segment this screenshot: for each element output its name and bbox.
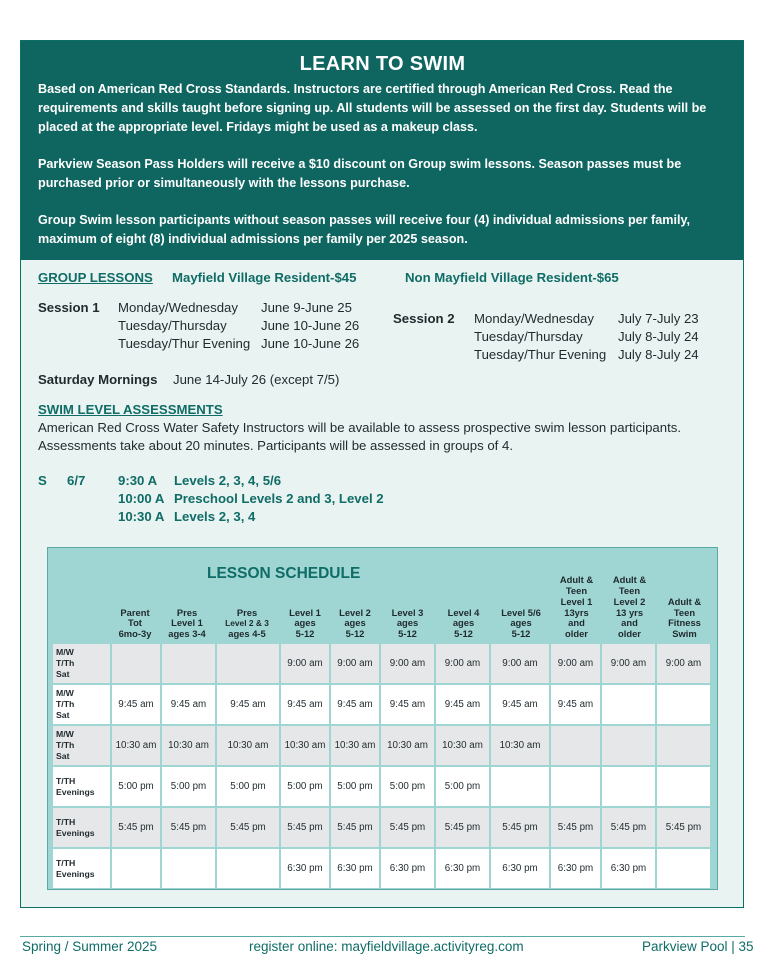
schedule-cell [217, 849, 279, 888]
column-header-line: ages 4-5 [228, 628, 266, 640]
schedule-cell [657, 685, 710, 724]
session-2-label: Session 2 [393, 311, 455, 326]
learn-to-swim-panel [20, 40, 744, 908]
column-header-line: Parent [120, 606, 150, 618]
schedule-cell: 6:30 pm [331, 849, 379, 888]
schedule-cell: 10:30 am [112, 726, 160, 765]
session-2-dates-3: July 8-July 24 [618, 347, 699, 362]
assessment-date: 6/7 [67, 473, 86, 488]
schedule-cell: 9:00 am [491, 644, 549, 683]
schedule-cell: 6:30 pm [491, 849, 549, 888]
session-1-dates-1: June 9-June 25 [261, 300, 352, 315]
schedule-cell: 5:45 pm [112, 808, 160, 847]
schedule-cell: 9:45 am [217, 685, 279, 724]
schedule-cell: 5:00 pm [281, 767, 329, 806]
schedule-cell [112, 644, 160, 683]
schedule-cell: 9:00 am [436, 644, 489, 683]
column-header-line: Adult & [559, 574, 594, 586]
schedule-cell: 5:45 pm [217, 808, 279, 847]
column-header-line: Level 4 [447, 606, 480, 618]
column-header-line: ages [510, 617, 532, 629]
schedule-cell: 10:30 am [217, 726, 279, 765]
column-header-line: 5-12 [345, 628, 365, 640]
column-header-line: Teen [673, 606, 696, 618]
assessment-day: S [38, 473, 47, 488]
column-header-6 [380, 608, 435, 640]
column-header-7 [436, 608, 491, 640]
schedule-cell [657, 767, 710, 806]
column-header-line: and [621, 617, 638, 629]
schedule-cell: 9:00 am [331, 644, 379, 683]
schedule-cell [162, 644, 215, 683]
column-header-line: Tot [128, 617, 142, 629]
schedule-cell: 10:30 am [436, 726, 489, 765]
footer-page-info: Parkview Pool | 35 [642, 939, 754, 954]
session-1-days-3: Tuesday/Thur Evening [118, 336, 251, 351]
column-header-11 [657, 597, 712, 640]
schedule-row [53, 685, 710, 724]
schedule-cell: 6:30 pm [602, 849, 655, 888]
column-header-10 [602, 575, 657, 640]
schedule-row [53, 644, 710, 683]
assessment-levels-3: Levels 2, 3, 4 [174, 509, 256, 524]
row-label-line: T/TH [56, 816, 76, 827]
column-header-line: 13 yrs [615, 606, 644, 618]
schedule-cell: 6:30 pm [551, 849, 600, 888]
row-label [53, 644, 110, 683]
column-header-line: Teen [618, 584, 641, 596]
row-label-line: Sat [56, 710, 70, 720]
schedule-cell [112, 849, 160, 888]
row-label-line: M/W [56, 729, 74, 739]
column-header-line: Teen [565, 584, 588, 596]
session-1-days-1: Monday/Wednesday [118, 300, 238, 315]
row-label-line: T/Th [56, 740, 75, 750]
schedule-cell [657, 849, 710, 888]
session-2-days-1: Monday/Wednesday [474, 311, 594, 326]
row-label [53, 685, 110, 724]
column-header-line: Level 5/6 [501, 606, 541, 618]
column-header-line: Level 3 [391, 606, 424, 618]
intro-paragraph-standards: Based on American Red Cross Standards. Instructors are certified through American Red Cross. Read the requirements and skills taught before signing up. All students will be assessed on the first day. Students will be placed at the appropriate level. Fridays might be used as a makeup class. [38, 82, 707, 134]
schedule-cell: 6:30 pm [281, 849, 329, 888]
group-lessons-heading: GROUP LESSONS [38, 270, 153, 285]
schedule-cell: 9:45 am [381, 685, 434, 724]
column-header-line: Level 2 & 3 [225, 618, 269, 629]
assessment-levels-2: Preschool Levels 2 and 3, Level 2 [174, 491, 384, 506]
row-label-line: Evenings [56, 868, 95, 879]
intro-paragraph-season-pass: Parkview Season Pass Holders will receive a $10 discount on Group swim lessons. Season passes must be purchased prior or simultaneously with the lessons purchase. [38, 157, 682, 190]
schedule-row [53, 726, 710, 765]
lesson-schedule-title: LESSON SCHEDULE [207, 565, 361, 582]
column-header-line: Adult & [667, 595, 702, 607]
column-header-line: Swim [672, 628, 697, 640]
row-label-line: T/TH [56, 857, 76, 868]
column-header-line: ages [396, 617, 419, 629]
footer-season: Spring / Summer 2025 [22, 939, 158, 954]
row-label [53, 808, 110, 847]
session-2-days-3: Tuesday/Thur Evening [474, 347, 607, 362]
assessment-time-3: 10:30 A [118, 509, 165, 524]
footer-register-link[interactable]: register online: mayfieldvillage.activityreg.com [249, 939, 524, 954]
column-header-line: Level 2 [613, 595, 646, 607]
schedule-cell: 5:45 pm [381, 808, 434, 847]
schedule-cell: 5:45 pm [331, 808, 379, 847]
row-label [53, 849, 110, 888]
assessments-line-2: Assessments take about 20 minutes. Participants will be assessed in groups of 4. [38, 438, 513, 453]
row-label-line: Evenings [56, 786, 95, 797]
session-2-dates-1: July 7-July 23 [618, 311, 699, 326]
schedule-row [53, 849, 710, 888]
schedule-cell: 5:45 pm [602, 808, 655, 847]
schedule-cell: 9:45 am [162, 685, 215, 724]
assessments-line-1: American Red Cross Water Safety Instructors will be available to assess prospective swim lesson participants. [38, 420, 682, 435]
resident-price: Mayfield Village Resident-$45 [172, 270, 357, 285]
row-label [53, 767, 110, 806]
session-1-dates-3: June 10-June 26 [261, 336, 360, 351]
column-header-line: older [618, 628, 641, 640]
schedule-cell [602, 726, 655, 765]
column-header-line: 5-12 [295, 628, 315, 640]
schedule-cell: 10:30 am [381, 726, 434, 765]
schedule-row [53, 808, 710, 847]
schedule-body [53, 644, 710, 888]
column-header-line: Fitness [668, 617, 701, 629]
column-header-line: ages [452, 617, 475, 629]
row-label-line: M/W [56, 688, 74, 698]
schedule-cell: 10:30 am [281, 726, 329, 765]
intro-paragraph-admissions: Group Swim lesson participants without season passes will receive four (4) individual admissions per family, maximum of eight (8) individual admissions per family per 2025 season. [38, 213, 691, 246]
column-header-5 [330, 608, 380, 640]
schedule-cell: 9:45 am [551, 685, 600, 724]
session-1-days-2: Tuesday/Thursday [118, 318, 227, 333]
column-header-line: Level 1 [289, 606, 321, 618]
column-header-line: Pres [236, 606, 258, 618]
row-label-line: Evenings [56, 827, 95, 838]
lesson-schedule-table [47, 547, 718, 890]
saturday-label: Saturday Mornings [38, 372, 158, 387]
column-header-1 [110, 608, 160, 640]
row-label-line: T/Th [56, 658, 75, 668]
schedule-cell: 10:30 am [491, 726, 549, 765]
session-2-dates-2: July 8-July 24 [618, 329, 699, 344]
schedule-cell [602, 767, 655, 806]
footer-divider [20, 936, 745, 937]
schedule-cell: 6:30 pm [381, 849, 434, 888]
schedule-cell: 5:00 pm [217, 767, 279, 806]
schedule-cell: 5:45 pm [491, 808, 549, 847]
schedule-cell [491, 767, 549, 806]
schedule-cell: 9:00 am [381, 644, 434, 683]
row-label-line: Sat [56, 669, 70, 679]
intro-banner [21, 41, 743, 260]
saturday-dates: June 14-July 26 (except 7/5) [173, 372, 340, 387]
schedule-cell: 5:45 pm [162, 808, 215, 847]
schedule-cell: 10:30 am [162, 726, 215, 765]
schedule-cell: 5:00 pm [331, 767, 379, 806]
column-header-4 [280, 608, 330, 640]
schedule-cell: 5:45 pm [281, 808, 329, 847]
column-header-line: Pres [176, 606, 198, 618]
column-header-line: and [568, 617, 585, 629]
column-header-line: ages [344, 617, 366, 629]
assessment-time-2: 10:00 A [118, 491, 165, 506]
page-title: LEARN TO SWIM [299, 53, 466, 75]
schedule-cell: 6:30 pm [436, 849, 489, 888]
schedule-cell: 9:45 am [112, 685, 160, 724]
column-header-3 [215, 608, 279, 640]
nonresident-price: Non Mayfield Village Resident-$65 [405, 270, 619, 285]
assessments-heading: SWIM LEVEL ASSESSMENTS [38, 402, 223, 417]
schedule-cell: 9:00 am [551, 644, 600, 683]
row-label-line: T/Th [56, 699, 75, 709]
column-header-2 [160, 608, 214, 640]
column-header-line: Level 1 [171, 617, 203, 629]
schedule-cell: 10:30 am [331, 726, 379, 765]
row-label-line: T/TH [56, 775, 76, 786]
schedule-cell: 9:00 am [657, 644, 710, 683]
schedule-cell [162, 849, 215, 888]
schedule-cell: 5:00 pm [162, 767, 215, 806]
column-header-line: Level 1 [560, 595, 593, 607]
schedule-cell [217, 644, 279, 683]
column-header-line: older [565, 628, 588, 640]
schedule-cell: 5:00 pm [381, 767, 434, 806]
schedule-cell: 5:45 pm [551, 808, 600, 847]
column-header-line: ages [294, 617, 316, 629]
row-label-line: Sat [56, 751, 70, 761]
column-header-line: Adult & [612, 574, 647, 586]
schedule-cell [657, 726, 710, 765]
assessment-levels-1: Levels 2, 3, 4, 5/6 [174, 473, 282, 488]
row-label [53, 726, 110, 765]
schedule-cell [602, 685, 655, 724]
schedule-cell: 9:45 am [436, 685, 489, 724]
row-label-line: M/W [56, 647, 74, 657]
schedule-cell: 5:45 pm [657, 808, 710, 847]
column-header-line: 5-12 [454, 628, 473, 640]
column-header-line: 5-12 [511, 628, 531, 640]
schedule-cell [551, 767, 600, 806]
column-header-9 [551, 575, 602, 640]
session-2-days-2: Tuesday/Thursday [474, 329, 583, 344]
column-header-line: ages 3-4 [168, 628, 206, 640]
session-1-dates-2: June 10-June 26 [261, 318, 360, 333]
column-header-line: 13yrs [564, 606, 589, 618]
schedule-cell: 5:00 pm [112, 767, 160, 806]
column-header-line: Level 2 [339, 606, 371, 618]
schedule-cell [551, 726, 600, 765]
column-header-line: 6mo-3y [118, 628, 152, 640]
schedule-row [53, 767, 710, 806]
schedule-cell: 9:45 am [491, 685, 549, 724]
schedule-cell: 9:45 am [281, 685, 329, 724]
schedule-cell: 5:45 pm [436, 808, 489, 847]
schedule-cell: 5:00 pm [436, 767, 489, 806]
schedule-cell: 9:00 am [602, 644, 655, 683]
assessment-time-1: 9:30 A [118, 473, 158, 488]
column-header-8 [491, 608, 551, 640]
schedule-cell: 9:45 am [331, 685, 379, 724]
column-header-line: 5-12 [398, 628, 417, 640]
schedule-cell: 9:00 am [281, 644, 329, 683]
session-1-label: Session 1 [38, 300, 100, 315]
